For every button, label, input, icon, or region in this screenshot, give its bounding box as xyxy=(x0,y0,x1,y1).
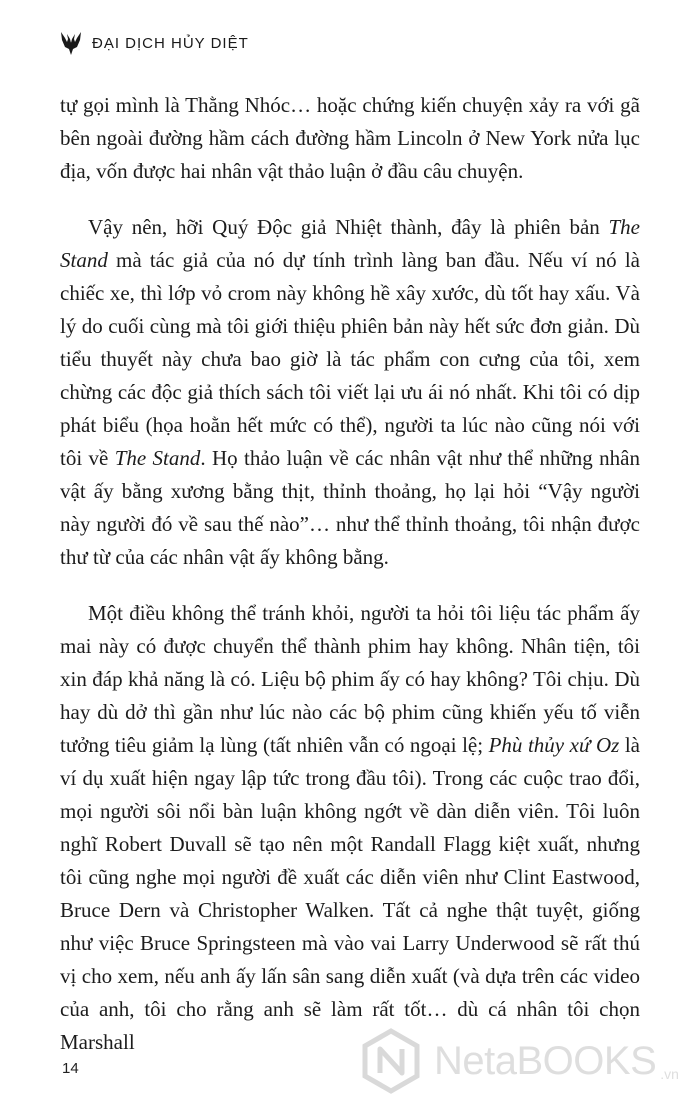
text-run: mà tác giả của nó dự tính trình làng ban đầu. Nếu ví nó là chiếc xe, thì lớp vỏ crom này không hề xây xước, dù tốt hay xấu. Và lý do cuối cùng mà tôi giới thiệu phiên bản này hết sức đơn giản. Dù tiểu thuyết này chưa bao giờ là tác phẩm con cưng của tôi, xem chừng các độc giả thích sách tôi viết lại ưu ái nó nhất. Khi tôi có dịp phát biểu (họa hoằn hết mức có thể), người ta lúc nào cũng nói với tôi về xyxy=(60,248,640,470)
italic-title: Phù thủy xứ Oz xyxy=(488,733,620,757)
page-number: 14 xyxy=(62,1060,79,1077)
eagle-icon xyxy=(60,30,82,56)
text-run: Vậy nên, hỡi Quý Độc giả Nhiệt thành, đây là phiên bản xyxy=(88,215,609,239)
text-run: tự gọi mình là Thằng Nhóc… hoặc chứng kiến chuyện xảy ra với gã bên ngoài đường hầm cách đường hầm Lincoln ở New York nửa lục địa, vốn được hai nhân vật thảo luận ở đầu câu chuyện. xyxy=(60,93,640,183)
text-run: . Họ thảo luận về các nhân vật như thể những nhân vật ấy bằng xương bằng thịt, thỉnh thoảng, họ lại hỏi “Vậy người này người đó về sau thế nào”… như thể thỉnh thoảng, tôi nhận được thư từ của các nhân vật ấy không bằng. xyxy=(60,446,640,569)
paragraph xyxy=(60,89,640,188)
netabooks-logo-icon xyxy=(358,1028,424,1094)
text-run: là ví dụ xuất hiện ngay lập tức trong đầu tôi). Trong các cuộc trao đổi, mọi người sôi nổi bàn luận không ngớt về dàn diễn viên. Tôi luôn nghĩ Robert Duvall sẽ tạo nên một Randall Flagg kiệt xuất, nhưng tôi cũng nghe mọi người đề xuất các diễn viên như Clint Eastwood, Bruce Dern và Christopher Walken. Tất cả nghe thật tuyệt, giống như việc Bruce Springsteen mà vào vai Larry Underwood sẽ rất thú vị cho xem, nếu anh ấy lấn sân sang diễn xuất (và dựa trên các video của anh, tôi cho rằng anh sẽ làm rất tốt… dù cá nhân tôi chọn Marshall xyxy=(60,733,640,1054)
text-run: Một điều không thể tránh khỏi, người ta hỏi tôi liệu tác phẩm ấy mai này có được chuyển thể thành phim hay không. Nhân tiện, tôi xin đáp khả năng là có. Liệu bộ phim ấy có hay không? Tôi chịu. Dù hay dù dở thì gần như lúc nào các bộ phim cũng khiến yếu tố viễn tưởng tiêu giảm lạ lùng (tất nhiên vẫn có ngoại lệ; xyxy=(60,601,640,757)
watermark-text: NetaBOOKS xyxy=(434,1038,657,1083)
italic-title: The Stand xyxy=(60,215,640,272)
watermark-suffix: .vn xyxy=(660,1066,679,1082)
running-header xyxy=(60,30,249,56)
watermark xyxy=(358,1028,679,1094)
header-title: ĐẠI DỊCH HỦY DIỆT xyxy=(92,34,249,52)
paragraph xyxy=(60,597,640,1059)
body-text xyxy=(60,89,640,1059)
italic-title: The Stand xyxy=(114,446,201,470)
paragraph xyxy=(60,211,640,574)
